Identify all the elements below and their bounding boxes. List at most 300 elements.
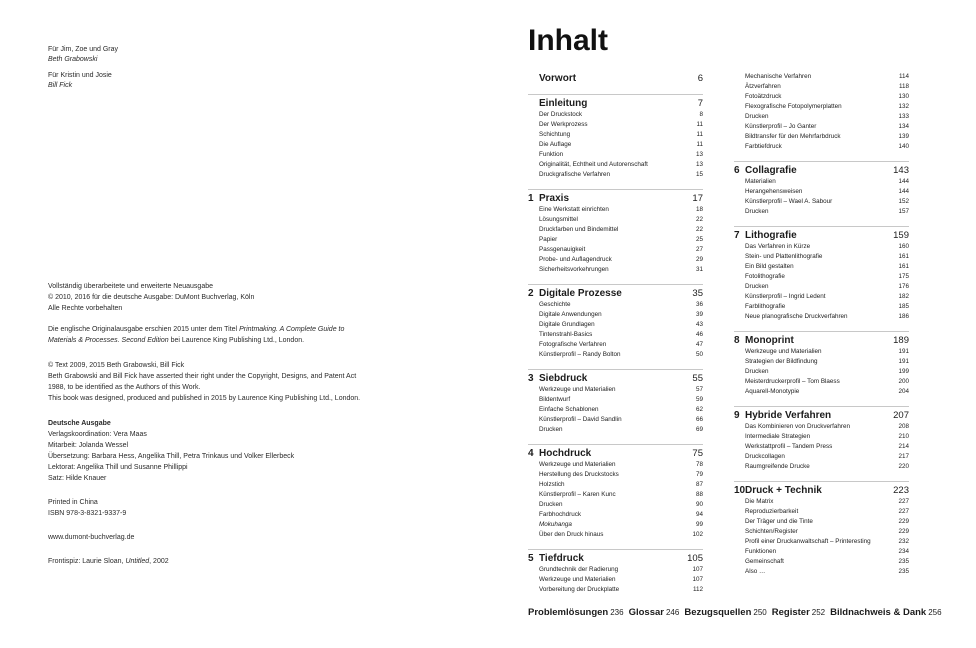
printed-in: Printed in China: [48, 499, 98, 506]
entry-title: Geschichte: [539, 301, 571, 308]
toc-title: Inhalt: [528, 24, 608, 57]
toc-entry: [528, 235, 703, 245]
entry-page: 234: [898, 548, 909, 555]
chapter-heading: [528, 447, 703, 460]
entry-title: Flexografische Fotopolymerplatten: [745, 103, 842, 110]
footer-entry-page: 250: [753, 608, 767, 617]
entry-page: 191: [898, 348, 909, 355]
entry-title: Neue planografische Druckverfahren: [745, 313, 848, 320]
chapter-number: 1: [528, 193, 534, 204]
footer-entry: [830, 607, 941, 618]
chapter-title: Vorwort: [539, 73, 577, 84]
toc-entry: [528, 405, 703, 415]
entry-page: 214: [898, 443, 909, 450]
toc-entry: [528, 500, 703, 510]
entry-title: Schichtung: [539, 131, 571, 138]
chapter-heading: [528, 372, 703, 385]
toc-entry: [734, 497, 909, 507]
footer-entry-title: Bildnachweis & Dank: [830, 607, 927, 618]
toc-chapter: [528, 189, 703, 275]
credit-translation: Übersetzung: Barbara Hess, Angelika Thill, Petra Trinkaus und Volker Ellerbeck: [48, 453, 295, 460]
toc-column-2: [734, 72, 909, 586]
toc-entry: [734, 102, 909, 112]
entry-page: 8: [699, 111, 703, 118]
chapter-page: 55: [692, 373, 703, 384]
entry-page: 13: [695, 161, 703, 168]
entry-title: Raumgreifende Drucke: [745, 463, 810, 470]
toc-chapter: [528, 72, 703, 85]
entry-page: 90: [695, 501, 703, 508]
toc-entry: [734, 292, 909, 302]
entry-page: 217: [898, 453, 909, 460]
toc-entry: [734, 262, 909, 272]
footer-entry-page: 256: [928, 608, 942, 617]
entry-title: Originalität, Echtheit und Autorenschaft: [539, 161, 648, 168]
entry-page: 22: [695, 216, 703, 223]
toc-entry: [734, 422, 909, 432]
entry-page: 11: [696, 141, 703, 148]
dedication-1: Für Jim, Zoe und Gray: [48, 46, 119, 53]
entry-page: 191: [898, 358, 909, 365]
entry-title: Werkzeuge und Materialien: [539, 576, 616, 583]
entry-title: Mechanische Verfahren: [745, 73, 812, 80]
chapter-heading: [734, 334, 909, 347]
entry-title: Der Träger und die Tinte: [745, 518, 813, 525]
entry-page: 13: [695, 151, 703, 158]
entry-title: Die Matrix: [745, 498, 774, 505]
entry-page: 199: [898, 368, 909, 375]
entry-title: Künstlerprofil – Randy Bolton: [539, 351, 621, 358]
entry-title: Vorbereitung der Druckplatte: [539, 586, 620, 593]
toc-entry: [734, 252, 909, 262]
toc-entry: [528, 160, 703, 170]
design-note: This book was designed, produced and published in 2015 by Laurence King Publishing Ltd., London.: [48, 395, 361, 402]
entry-page: 144: [898, 188, 909, 195]
entry-title: Farblithografie: [745, 303, 786, 310]
toc-entry: [734, 462, 909, 472]
entry-title: Strategien der Bildfindung: [745, 358, 818, 365]
entry-title: Funktionen: [745, 548, 777, 555]
toc-entry: [734, 272, 909, 282]
entry-page: 107: [692, 576, 703, 583]
dedication-1-author: Beth Grabowski: [48, 56, 98, 63]
credit-assistance: Mitarbeit: Jolanda Wessel: [48, 442, 129, 449]
entry-page: 232: [898, 538, 909, 545]
toc-entry: [734, 452, 909, 462]
entry-page: 182: [898, 293, 909, 300]
entry-page: 43: [695, 321, 703, 328]
entry-title: Drucken: [539, 426, 563, 433]
toc-entry: [734, 357, 909, 367]
toc-entry: [734, 177, 909, 187]
toc-entry: [734, 347, 909, 357]
entry-page: 140: [898, 143, 909, 150]
entry-title: Bildentwurf: [539, 396, 571, 403]
entry-page: 176: [898, 283, 909, 290]
footer-entry-title: Glossar: [628, 607, 664, 618]
footer-entry: [629, 607, 680, 618]
entry-title: Über den Druck hinaus: [539, 531, 604, 538]
entry-title: Künstlerprofil – Ingrid Ledent: [745, 293, 826, 300]
entry-page: 139: [898, 133, 909, 140]
toc-chapter: [734, 331, 909, 397]
entry-title: Intermediale Strategien: [745, 433, 811, 440]
entry-page: 235: [898, 558, 909, 565]
entry-title: Drucken: [745, 113, 769, 120]
toc-entry: [528, 565, 703, 575]
toc-entry: [734, 567, 909, 577]
entry-page: 112: [692, 586, 703, 593]
chapter-page: 35: [692, 288, 703, 299]
german-edition-heading: Deutsche Ausgabe: [48, 420, 111, 427]
chapter-heading: [528, 192, 703, 205]
entry-title: Digitale Grundlagen: [539, 321, 595, 328]
entry-page: 22: [695, 226, 703, 233]
toc-entry: [734, 432, 909, 442]
entry-title: Werkzeuge und Materialien: [539, 386, 616, 393]
footer-entry-page: 252: [811, 608, 826, 617]
entry-page: 31: [695, 266, 703, 273]
entry-page: 132: [898, 103, 909, 110]
entry-page: 47: [695, 341, 703, 348]
edition-note: Vollständig überarbeitete und erweiterte Neuausgabe: [48, 283, 214, 290]
entry-page: 114: [898, 73, 909, 80]
entry-page: 102: [692, 531, 703, 538]
entry-page: 152: [898, 198, 909, 205]
toc-entry: [528, 265, 703, 275]
publisher-website: www.dumont-buchverlag.de: [48, 534, 135, 541]
entry-page: 118: [898, 83, 909, 90]
entry-title: Werkstattprofil – Tandem Press: [745, 443, 833, 450]
authors-rights-1: Beth Grabowski and Bill Fick have asserted their right under the Copyright, Designs, and Patent Act: [48, 373, 357, 380]
toc-entry: [528, 130, 703, 140]
toc-entry: [528, 395, 703, 405]
entry-page: 78: [695, 461, 703, 468]
entry-title: Werkzeuge und Materialien: [745, 348, 822, 355]
entry-title: Drucken: [745, 208, 769, 215]
toc-chapter: [734, 481, 909, 577]
entry-title: Probe- und Auflagendruck: [539, 256, 612, 263]
entry-page: 144: [898, 178, 909, 185]
entry-page: 94: [695, 511, 703, 518]
entry-page: 204: [898, 388, 909, 395]
footer-entry-title: Register: [771, 607, 810, 618]
toc-entry: [528, 320, 703, 330]
entry-title: Fotoätzdruck: [745, 93, 782, 100]
toc-entry: [528, 460, 703, 470]
entry-page: 87: [695, 481, 703, 488]
footer-entry-title: Problemlösungen: [528, 607, 609, 618]
credit-coordination: Verlagskoordination: Vera Maas: [48, 431, 147, 438]
toc-entry: [734, 312, 909, 322]
toc-chapter: [734, 226, 909, 322]
toc-entry: [734, 132, 909, 142]
entry-page: 57: [695, 386, 703, 393]
entry-title: Druckcollagen: [745, 453, 785, 460]
copyright-german: © 2010, 2016 für die deutsche Ausgabe: DuMont Buchverlag, Köln: [48, 294, 255, 301]
toc-entry: [734, 122, 909, 132]
entry-title: Druckfarben und Bindemittel: [539, 226, 619, 233]
chapter-title: Lithografie: [745, 230, 797, 241]
toc-entry: [528, 170, 703, 180]
entry-title: Künstlerprofil – Wael A. Sabour: [745, 198, 833, 205]
toc-entry: [734, 557, 909, 567]
entry-page: 46: [695, 331, 703, 338]
toc-entry: [528, 530, 703, 540]
entry-title: Werkzeuge und Materialien: [539, 461, 616, 468]
entry-title: Ein Bild gestalten: [745, 263, 794, 270]
entry-page: 220: [898, 463, 909, 470]
chapter-number: 10: [734, 485, 746, 496]
chapter-number: 2: [528, 288, 534, 299]
chapter-page: 7: [697, 98, 703, 109]
entry-title: Schichten/Register: [745, 528, 798, 535]
entry-page: 130: [898, 93, 909, 100]
entry-page: 161: [898, 253, 909, 260]
toc-chapter: [528, 444, 703, 540]
chapter-title: Hybride Verfahren: [745, 410, 832, 421]
entry-title: Materialien: [745, 178, 776, 185]
entry-title: Holzstich: [539, 481, 565, 488]
entry-page: 36: [695, 301, 703, 308]
toc-entry: [734, 142, 909, 152]
chapter-page: 189: [893, 335, 909, 346]
entry-title: Ätzverfahren: [745, 83, 781, 90]
entry-page: 210: [898, 433, 909, 440]
toc-entry: [734, 442, 909, 452]
toc-chapter: [528, 549, 703, 595]
entry-title: Die Auflage: [539, 141, 572, 148]
toc-entry: [528, 385, 703, 395]
toc-entry: [734, 527, 909, 537]
toc-entry: [528, 300, 703, 310]
toc-entry: [734, 517, 909, 527]
toc-page: [488, 0, 976, 648]
entry-title: Drucken: [539, 501, 563, 508]
toc-entry: [734, 507, 909, 517]
chapter-title: Druck + Technik: [745, 485, 822, 496]
chapter-title: Praxis: [539, 193, 570, 204]
footer-entry-page: 246: [665, 608, 680, 617]
toc-entry: [528, 150, 703, 160]
chapter-page: 143: [893, 165, 909, 176]
toc-entry: [528, 140, 703, 150]
toc-entry: [734, 282, 909, 292]
entry-title: Drucken: [745, 368, 769, 375]
entry-title: Das Kombinieren von Druckverfahren: [745, 423, 850, 430]
entry-page: 160: [898, 243, 909, 250]
toc-chapter: [528, 369, 703, 435]
chapter-page: 105: [687, 553, 703, 564]
entry-title: Farbhochdruck: [539, 511, 581, 518]
copyright-text: © Text 2009, 2015 Beth Grabowski, Bill Fick: [48, 362, 185, 369]
entry-page: 39: [695, 311, 703, 318]
chapter-heading: [528, 287, 703, 300]
toc-entry: [528, 480, 703, 490]
entry-page: 79: [695, 471, 703, 478]
entry-page: 185: [898, 303, 909, 310]
entry-title: Bildtransfer für den Mehrfarbdruck: [745, 133, 841, 140]
entry-title: Digitale Anwendungen: [539, 311, 602, 318]
entry-title: Aquarell-Monotypie: [745, 388, 800, 395]
entry-title: Künstlerprofil – David Sandlin: [539, 416, 622, 423]
entry-page: 161: [898, 263, 909, 270]
entry-title: Das Verfahren in Kürze: [745, 243, 811, 250]
toc-entry: [734, 72, 909, 82]
toc-chapter: [528, 94, 703, 180]
toc-entry: [734, 112, 909, 122]
entry-page: 66: [695, 416, 703, 423]
entry-page: 11: [696, 121, 703, 128]
entry-page: 186: [898, 313, 909, 320]
chapter-page: 6: [697, 73, 703, 84]
toc-entry: [734, 197, 909, 207]
original-edition-line-2: Materials & Processes. Second Edition bei Laurence King Publishing Ltd., London.: [48, 337, 305, 344]
chapter-number: 6: [734, 165, 740, 176]
toc-entry: [734, 242, 909, 252]
entry-title: Gemeinschaft: [745, 558, 784, 565]
chapter-title: Hochdruck: [539, 448, 592, 459]
entry-title: Eine Werkstatt einrichten: [539, 206, 609, 213]
entry-page: 69: [695, 426, 703, 433]
chapter-number: 4: [528, 448, 534, 459]
entry-page: 227: [898, 508, 909, 515]
entry-title: Also …: [745, 568, 766, 575]
credit-typesetting: Satz: Hilde Knauer: [48, 475, 107, 482]
entry-title: Drucken: [745, 283, 769, 290]
toc-entry: [528, 340, 703, 350]
chapter-number: 8: [734, 335, 740, 346]
entry-title: Reproduzierbarkeit: [745, 508, 799, 515]
chapter-number: 3: [528, 373, 534, 384]
toc-entry: [528, 215, 703, 225]
entry-page: 229: [898, 528, 909, 535]
toc-chapter: [528, 284, 703, 360]
chapter-title: Siebdruck: [539, 373, 588, 384]
chapter-title: Monoprint: [745, 335, 794, 346]
entry-page: 133: [898, 113, 909, 120]
entry-page: 134: [898, 123, 909, 130]
entry-page: 29: [695, 256, 703, 263]
toc-entry: [734, 92, 909, 102]
chapter-number: 5: [528, 553, 534, 564]
footer-entry-title: Bezugsquellen: [684, 607, 752, 618]
toc-footer: [528, 606, 947, 620]
toc-entry: [528, 205, 703, 215]
entry-title: Mokuhanga: [539, 521, 572, 528]
entry-title: Der Werkprozess: [539, 121, 588, 128]
entry-title: Der Druckstock: [539, 111, 583, 118]
chapter-page: 207: [893, 410, 909, 421]
toc-chapter: [734, 161, 909, 217]
entry-page: 227: [898, 498, 909, 505]
toc-entry: [734, 367, 909, 377]
chapter-heading: [528, 72, 703, 85]
entry-title: Fotolithografie: [745, 273, 785, 280]
chapter-heading: [734, 409, 909, 422]
toc-entry: [528, 255, 703, 265]
toc-entry: [528, 520, 703, 530]
dedication-2: Für Kristin und Josie: [48, 72, 112, 79]
entry-page: 59: [695, 396, 703, 403]
entry-page: 229: [898, 518, 909, 525]
toc-chapter: [734, 72, 909, 152]
entry-title: Künstlerprofil – Karen Kunc: [539, 491, 616, 498]
footer-entry-page: 236: [610, 608, 624, 617]
credit-editing: Lektorat: Angelika Thill und Susanne Phillippi: [48, 464, 188, 471]
entry-title: Profil einer Druckanwaltschaft – Printeresting: [745, 538, 871, 545]
chapter-heading: [528, 552, 703, 565]
entry-page: 62: [695, 406, 703, 413]
toc-entry: [528, 490, 703, 500]
entry-page: 25: [695, 236, 703, 243]
toc-entry: [734, 82, 909, 92]
chapter-page: 159: [893, 230, 909, 241]
entry-title: Meisterdruckerprofil – Tom Blaess: [745, 378, 840, 385]
entry-page: 27: [695, 246, 703, 253]
entry-title: Grundtechnik der Radierung: [539, 566, 619, 573]
chapter-title: Digitale Prozesse: [539, 288, 622, 299]
toc-chapter: [734, 406, 909, 472]
toc-entry: [528, 245, 703, 255]
entry-title: Herangehensweisen: [745, 188, 803, 195]
entry-title: Einfache Schablonen: [539, 406, 599, 413]
chapter-number: 9: [734, 410, 740, 421]
toc-entry: [734, 187, 909, 197]
toc-entry: [734, 387, 909, 397]
entry-title: Tintenstrahl-Basics: [539, 331, 593, 338]
chapter-heading: [528, 97, 703, 110]
entry-title: Lösungsmittel: [539, 216, 578, 223]
authors-rights-2: 1988, to be identified as the Authors of this Work.: [48, 384, 201, 391]
entry-page: 18: [695, 206, 703, 213]
footer-entry: [528, 607, 624, 618]
toc-entry: [528, 510, 703, 520]
frontispiece-credit: Frontispiz: Laurie Sloan, Untitled, 2002: [48, 558, 169, 565]
entry-title: Stein- und Plattenlithografie: [745, 253, 823, 260]
entry-page: 50: [695, 351, 703, 358]
footer-entry: [772, 607, 825, 618]
toc-entry: [528, 470, 703, 480]
chapter-page: 17: [692, 193, 703, 204]
toc-entry: [528, 330, 703, 340]
toc-entry: [528, 415, 703, 425]
entry-page: 107: [692, 566, 703, 573]
entry-title: Passgenauigkeit: [539, 246, 586, 253]
entry-page: 15: [695, 171, 703, 178]
entry-title: Farbtiefdruck: [745, 143, 782, 150]
entry-title: Fotografische Verfahren: [539, 341, 607, 348]
chapter-title: Tiefdruck: [539, 553, 584, 564]
toc-entry: [734, 537, 909, 547]
footer-entry: [684, 607, 766, 618]
toc-entry: [528, 110, 703, 120]
toc-entry: [528, 585, 703, 595]
entry-page: 200: [898, 378, 909, 385]
toc-entry: [528, 225, 703, 235]
chapter-page: 75: [692, 448, 703, 459]
toc-entry: [734, 547, 909, 557]
entry-page: 11: [696, 131, 703, 138]
dedication-2-author: Bill Fick: [48, 82, 73, 89]
entry-title: Papier: [539, 236, 558, 243]
entry-title: Künstlerprofil – Jo Ganter: [745, 123, 817, 130]
entry-page: 208: [898, 423, 909, 430]
toc-entry: [734, 207, 909, 217]
chapter-heading: [734, 164, 909, 177]
chapter-heading: [734, 484, 909, 497]
toc-entry: [528, 120, 703, 130]
